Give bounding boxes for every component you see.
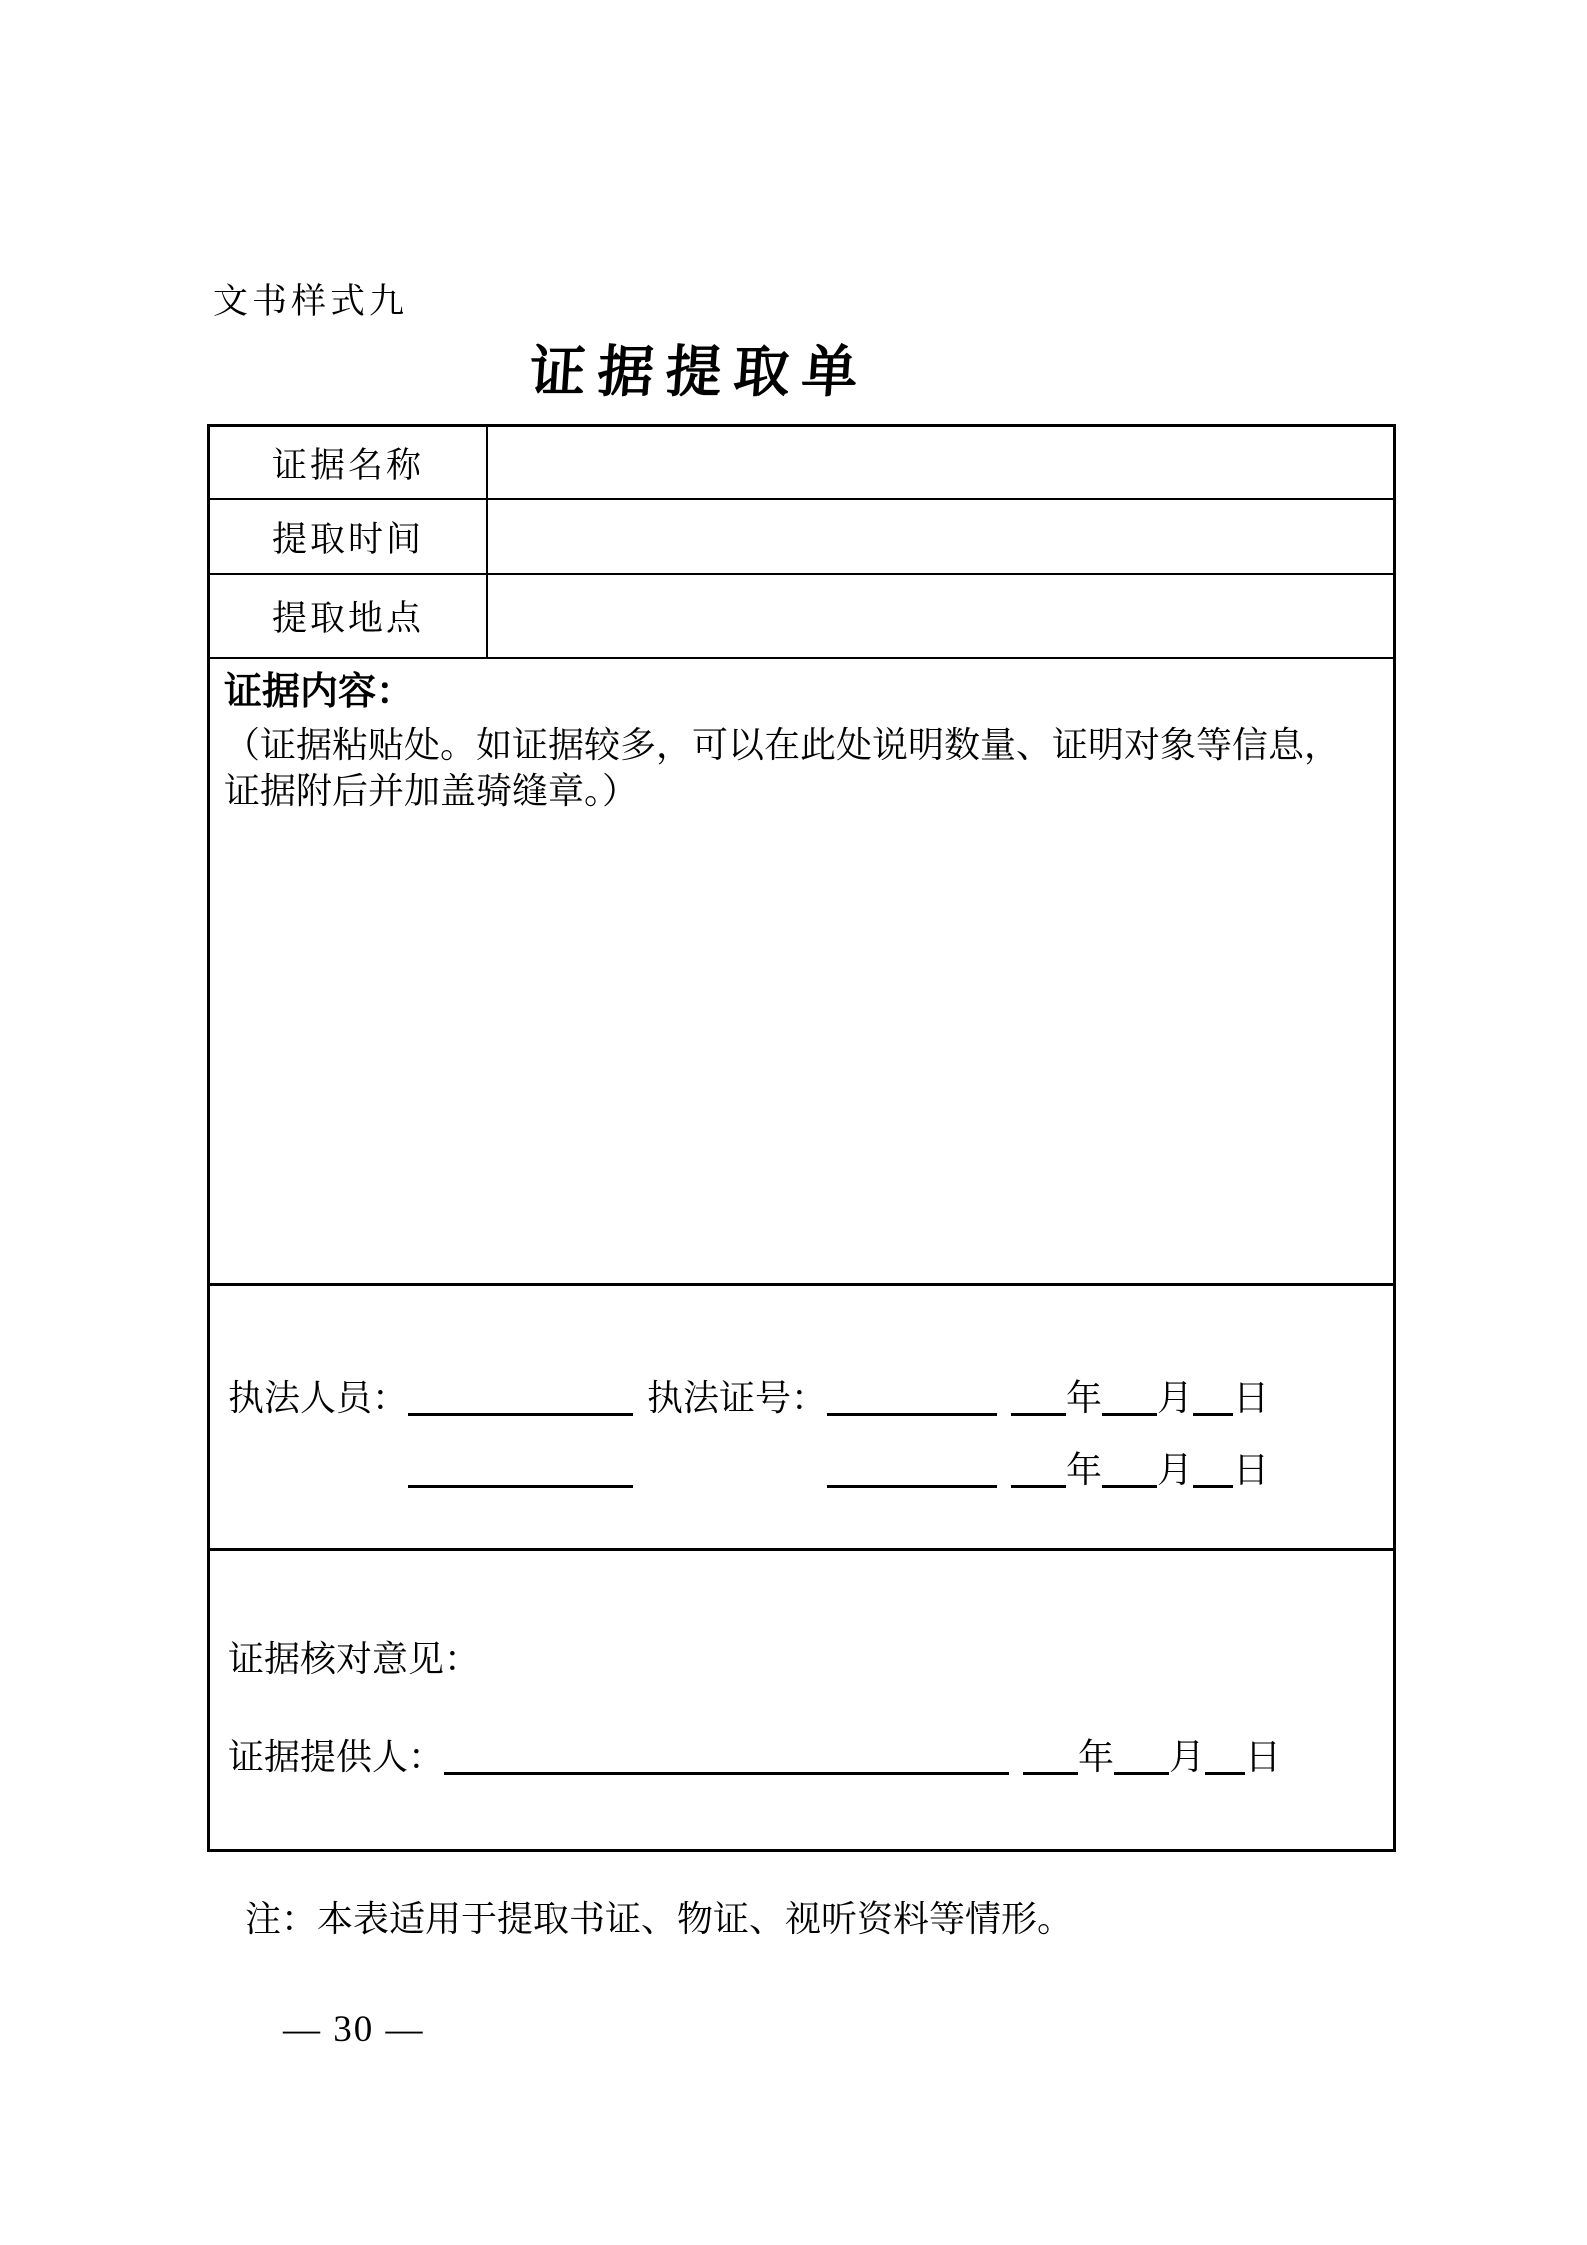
year-blank-2 bbox=[1011, 1455, 1066, 1488]
page-title: 证据提取单 bbox=[527, 339, 873, 405]
evidence-extraction-form-table bbox=[207, 424, 1396, 1852]
officer-signature-line-1 bbox=[228, 1370, 1269, 1421]
month-blank-2 bbox=[1102, 1455, 1157, 1488]
month-blank-1 bbox=[1102, 1383, 1157, 1416]
day-blank-2 bbox=[1193, 1455, 1233, 1488]
table-row-extraction-time bbox=[210, 500, 1393, 575]
provider-name-blank bbox=[444, 1742, 1009, 1775]
year-blank-1 bbox=[1011, 1383, 1066, 1416]
evidence-content-section bbox=[210, 659, 1393, 1286]
doc-style-label: 文书样式九 bbox=[213, 282, 409, 321]
evidence-content-heading: 证据内容： bbox=[224, 671, 415, 713]
year-label: 年 bbox=[1066, 1378, 1103, 1418]
year-label: 年 bbox=[1078, 1737, 1115, 1777]
table-row-extraction-place bbox=[210, 575, 1393, 659]
evidence-verification-section bbox=[210, 1551, 1393, 1849]
month-label: 月 bbox=[1157, 1378, 1194, 1418]
month-label: 月 bbox=[1157, 1450, 1194, 1490]
provider-label: 证据提供人： bbox=[228, 1737, 445, 1777]
evidence-content-instructions bbox=[224, 722, 1377, 814]
content-note-line2: 证据附后并加盖骑缝章。） bbox=[224, 770, 639, 811]
extraction-time-label: 提取时间 bbox=[210, 500, 488, 573]
cert-number-blank-2 bbox=[827, 1455, 997, 1488]
officer-signature-line-2 bbox=[228, 1442, 1269, 1493]
content-note-line1: （证据粘贴处。如证据较多，可以在此处说明数量、证明对象等信息， bbox=[224, 724, 1341, 765]
enforcement-officer-section bbox=[210, 1286, 1393, 1551]
form-footnote: 注：本表适用于提取书证、物证、视听资料等情形。 bbox=[245, 1899, 1074, 1939]
year-blank-3 bbox=[1023, 1742, 1078, 1775]
verification-opinion-label: 证据核对意见： bbox=[228, 1639, 481, 1679]
day-label: 日 bbox=[1233, 1378, 1270, 1418]
officer-name-blank-1 bbox=[408, 1383, 633, 1416]
evidence-name-label: 证据名称 bbox=[210, 427, 488, 498]
evidence-name-value-cell bbox=[488, 427, 1393, 498]
month-blank-3 bbox=[1114, 1742, 1169, 1775]
day-blank-1 bbox=[1193, 1383, 1233, 1416]
officer-name-blank-2 bbox=[408, 1455, 633, 1488]
officer-label: 执法人员： bbox=[228, 1378, 409, 1418]
page-number: — 30 — bbox=[283, 2009, 425, 2050]
table-row-evidence-name bbox=[210, 427, 1393, 500]
extraction-place-label: 提取地点 bbox=[210, 575, 488, 657]
extraction-place-value-cell bbox=[488, 575, 1393, 657]
extraction-time-value-cell bbox=[488, 500, 1393, 573]
day-label: 日 bbox=[1233, 1450, 1270, 1490]
day-label: 日 bbox=[1245, 1737, 1282, 1777]
year-label: 年 bbox=[1066, 1450, 1103, 1490]
cert-number-label: 执法证号： bbox=[647, 1378, 828, 1418]
evidence-provider-line bbox=[228, 1729, 1281, 1780]
month-label: 月 bbox=[1169, 1737, 1206, 1777]
cert-number-blank-1 bbox=[827, 1383, 997, 1416]
day-blank-3 bbox=[1205, 1742, 1245, 1775]
